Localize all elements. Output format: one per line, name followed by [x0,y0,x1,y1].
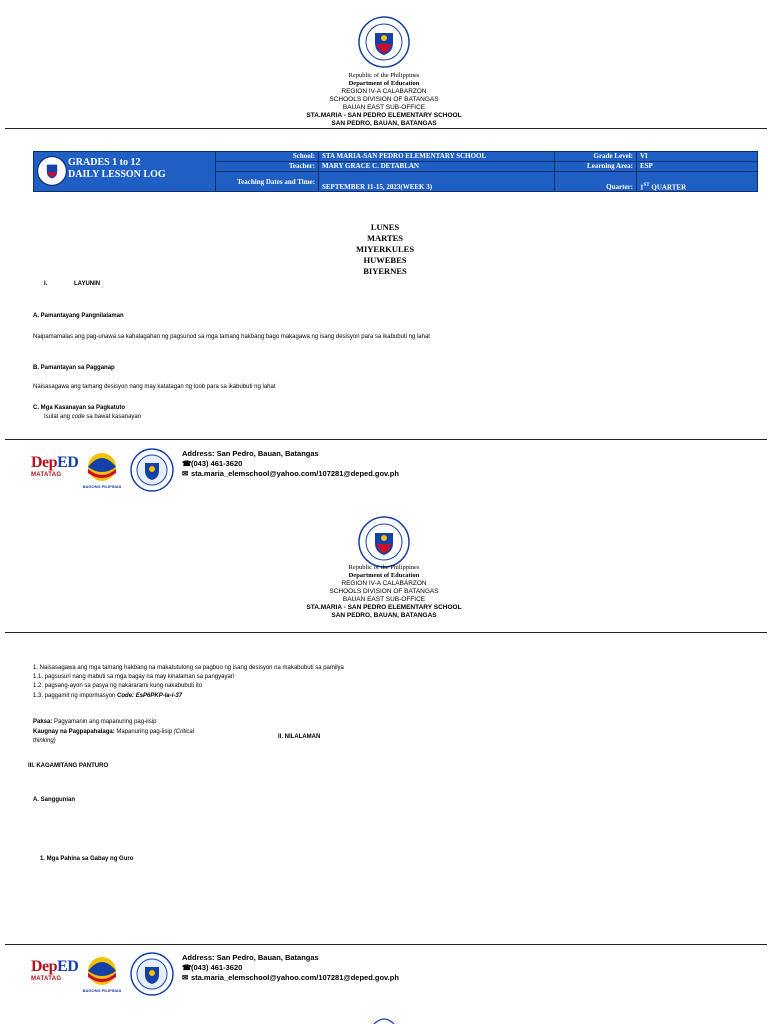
suboffice-line: BAUAN EAST SUB-OFFICE [342,596,426,603]
dll-title-block [33,151,217,192]
deped-matatag-logo [31,454,79,479]
footer-contact [182,953,399,983]
section-i-title: LAYUNIN [74,281,101,287]
section-b-text: Naisasagawa ang tamang desisyon nang may katatagan ng loob para sa ikabubuti ng lahat [33,384,276,390]
deped-seal-icon [372,1018,396,1024]
footer-address: Address: San Pedro, Bauan, Batangas [182,953,319,962]
objective-1-2: 1.2. pagsang-ayon sa pasya ng nakararami kung nakabubuti ito [33,683,203,689]
section-i-number: I. [44,281,48,287]
teaching-dates-label: Teaching Dates and Time: [216,172,319,192]
kaugnay-line: Kaugnay na Pagpapahalaga: Mapanuring pag-iisip (Critical [33,729,195,735]
bagong-pilipinas-logo-icon [82,954,122,994]
section-b-title: B. Pamantayan sa Pagganap [33,365,115,371]
footer-phone: (043) 461-3620 [191,963,243,972]
school-location-line: SAN PEDRO, BAUAN, BATANGAS [331,120,437,127]
teacher-label: Teacher: [216,162,319,172]
footer-phone: (043) 461-3620 [191,459,243,468]
paksa-line: Paksa: Pagyamanin ang mapanuring pag-iisip [33,719,157,725]
division-line: SCHOOLS DIVISION OF BATANGAS [329,588,439,595]
grade-level-value: VI [637,152,758,162]
footer-divider [5,944,767,945]
footer-divider [5,439,767,440]
republic-line: Republic of the Philippines [348,564,420,571]
day-label: MIYERKULES [355,244,415,254]
division-line: SCHOOLS DIVISION OF BATANGAS [329,96,439,103]
deped-seal-icon [37,156,67,186]
header-divider [5,632,767,633]
republic-line: Republic of the Philippines [348,72,420,79]
teacher-value: MARY GRACE C. DETABLAN [319,162,555,172]
deped-logo-text: DepED [31,958,79,975]
section-c-text: Isulat ang code sa bawat kasanayan [44,414,142,420]
school-name-line: STA.MARIA - SAN PEDRO ELEMENTARY SCHOOL [306,604,462,611]
deped-seal-icon [358,16,410,68]
pahina-gabay-guro: 1. Mga Pahina sa Gabay ng Guro [40,856,134,862]
objective-1: 1. Naisasagawa ang mga tamang hakbang na makatutulong sa pagbuo ng isang desisyon na makabubuti sa pamilya [33,665,344,671]
section-c-title: C. Mga Kasanayan sa Pagkatuto [33,405,126,411]
suboffice-line: BAUAN EAST SUB-OFFICE [342,104,426,111]
section-a-text: Naipamamalas ang pag-unawa sa kahalagahan ng pagsunod sa mga tamang hakbang bago makagawa ng isang desisyon para sa ikabubuti ng lahat [33,334,430,340]
footer-contact [182,449,399,479]
teaching-dates-value: SEPTEMBER 11-15, 2023(WEEK 3) [319,172,555,192]
dll-title-line-2: DAILY LESSON LOG [68,169,166,180]
phone-icon: ☎ [182,963,192,972]
dll-info-table [215,151,758,192]
dll-title-line-1: GRADES 1 to 12 [68,157,141,168]
matatag-logo-text: MATATAG [31,472,62,478]
school-label: School: [216,152,319,162]
footer-address: Address: San Pedro, Bauan, Batangas [182,449,319,458]
quarter-value: 1ST QUARTER [637,172,758,192]
day-label: BIYERNES [363,266,407,276]
mail-icon: ✉ [182,469,189,478]
day-label: MARTES [366,233,404,243]
region-line: REGION IV-A CALABARZON [341,580,427,587]
department-line: Department of Education [348,80,420,87]
school-location-line: SAN PEDRO, BAUAN, BATANGAS [331,612,437,619]
footer-email[interactable]: sta.maria_elemschool@yahoo.com/107281@deped.gov.ph [191,973,399,982]
bagong-pilipinas-logo-icon [82,450,122,490]
grade-level-label: Grade Level: [555,152,637,162]
school-seal-icon [130,952,174,996]
header-divider [5,128,767,129]
footer-email[interactable]: sta.maria_elemschool@yahoo.com/107281@deped.gov.ph [191,469,399,478]
objective-1-1: 1.1. pagsusuri nang mabuti sa mga bagay na may kinalaman sa pangyayari [33,674,235,680]
matatag-logo-text: MATATAG [31,976,62,982]
learning-area-label: Learning Area: [555,162,637,172]
region-line: REGION IV-A CALABARZON [341,88,427,95]
learning-area-value: ESP [637,162,758,172]
sanggunian-title: A. Sanggunian [33,797,75,803]
section-a-title: A. Pamantayang Pangnilalaman [33,313,124,319]
deped-logo-text: DepED [31,454,79,471]
school-value: STA MARIA-SAN PEDRO ELEMENTARY SCHOOL [319,152,555,162]
section-iii-title: III. KAGAMITANG PANTURO [28,763,109,769]
svg-text:BAGONG PILIPINAS: BAGONG PILIPINAS [82,988,122,993]
department-line: Department of Education [348,572,420,579]
objective-1-3: 1.3. paggamit ng impormasyon Code: EsP6PKP-Ia-i-37 [33,693,183,699]
quarter-label: Quarter: [555,172,637,192]
day-label: HUWEBES [363,255,407,265]
deped-seal-icon [358,516,410,568]
school-seal-icon [130,448,174,492]
mail-icon: ✉ [182,973,189,982]
svg-text:BAGONG PILIPINAS: BAGONG PILIPINAS [82,484,122,489]
day-label: LUNES [370,222,400,232]
school-name-line: STA.MARIA - SAN PEDRO ELEMENTARY SCHOOL [306,112,462,119]
section-ii-title: II. NILALAMAN [278,734,321,740]
phone-icon: ☎ [182,459,192,468]
deped-matatag-logo [31,958,79,983]
kaugnay-line-cont: thinking) [33,738,56,744]
days-list [300,222,470,277]
